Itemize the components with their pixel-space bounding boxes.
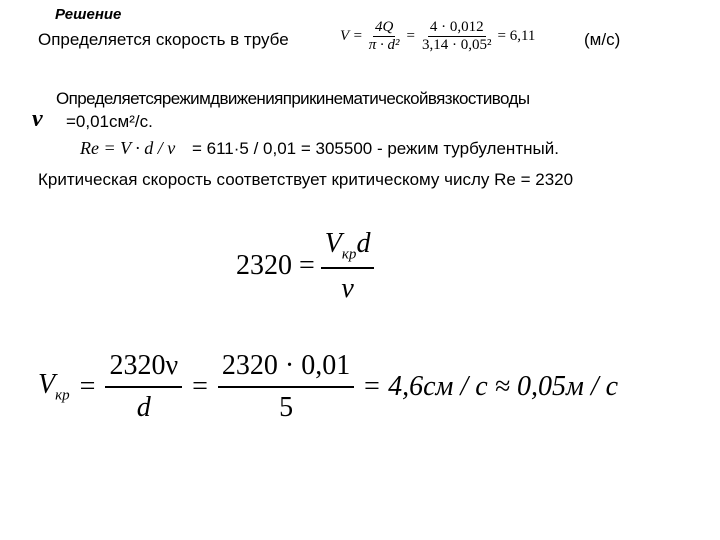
velocity-statement: Определяется скорость в трубе bbox=[38, 30, 289, 49]
section-heading: Решение bbox=[55, 6, 122, 23]
vkr-result: = 4,6см / с ≈ 0,05м / с bbox=[362, 371, 619, 402]
vkr-fraction-symbolic-den: d bbox=[136, 392, 151, 423]
subscript-kr: кр bbox=[341, 246, 357, 263]
vkr-eq-a: = bbox=[79, 371, 96, 402]
velocity-eq1: = bbox=[406, 28, 415, 44]
nu-symbol: ν bbox=[32, 106, 43, 132]
critical-reynolds-num bbox=[321, 230, 375, 269]
velocity-formula bbox=[340, 20, 535, 53]
vkr-fraction-numeric bbox=[218, 352, 354, 422]
d-symbol: d bbox=[356, 228, 371, 259]
critical-reynolds-fraction bbox=[321, 230, 375, 303]
critical-velocity-equation bbox=[38, 352, 618, 422]
vkr-fraction-numeric-den: 5 bbox=[279, 392, 294, 423]
critical-velocity-statement: Критическая скорость соответствует критическому числу Re = 2320 bbox=[38, 170, 574, 189]
vkr-eq-b: = bbox=[192, 371, 208, 402]
velocity-fraction-numeric-den: 3,14 · 0,05² bbox=[422, 37, 492, 53]
velocity-result: = 6,11 bbox=[497, 28, 536, 44]
vkr-fraction-symbolic bbox=[105, 352, 182, 422]
velocity-fraction-symbolic-num: 4Q bbox=[374, 19, 394, 35]
regime-statement: Определяетсярежимдвиженияприкинематическойвязкостиводы bbox=[56, 89, 530, 108]
velocity-unit: (м/с) bbox=[584, 30, 621, 49]
velocity-fraction-symbolic bbox=[367, 20, 402, 53]
vkr-lhs bbox=[38, 369, 70, 405]
subscript-kr: кр bbox=[55, 387, 70, 404]
reynolds-result: = 611·5 / 0,01 = 305500 - режим турбулентный. bbox=[192, 139, 559, 158]
viscosity-value: =0,01см²/с. bbox=[66, 112, 153, 131]
reynolds-formula: Re = V · d / ν bbox=[80, 138, 176, 158]
vkr-fraction-symbolic-num: 2320ν bbox=[105, 352, 182, 388]
vkr-fraction-numeric-num: 2320 · 0,01 bbox=[218, 352, 354, 388]
critical-reynolds-den: ν bbox=[341, 272, 354, 304]
velocity-fraction-numeric-num: 4 · 0,012 bbox=[429, 19, 484, 35]
critical-reynolds-equation bbox=[236, 230, 374, 303]
v-symbol: V bbox=[38, 369, 56, 401]
critical-reynolds-lhs: 2320 = bbox=[236, 250, 315, 282]
velocity-fraction-numeric bbox=[420, 20, 494, 53]
velocity-lhs: V = bbox=[340, 28, 363, 44]
velocity-fraction-symbolic-den: π · d² bbox=[368, 37, 400, 53]
v-symbol: V bbox=[324, 228, 342, 259]
